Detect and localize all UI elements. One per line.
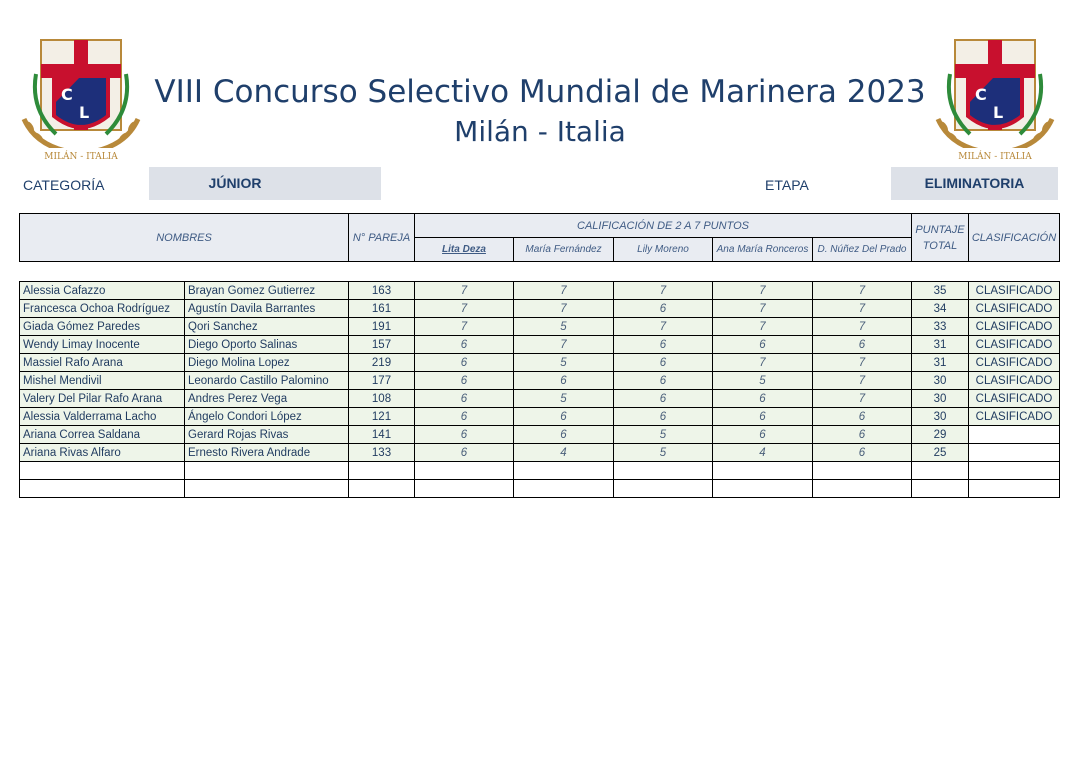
total-score: 33 bbox=[912, 318, 969, 336]
pair-number: 161 bbox=[349, 300, 415, 318]
classification-status bbox=[969, 444, 1060, 462]
judge-score: 7 bbox=[813, 372, 912, 390]
judge-score: 6 bbox=[514, 426, 614, 444]
pair-number: 157 bbox=[349, 336, 415, 354]
dancer-name-1: Valery Del Pilar Rafo Arana bbox=[20, 390, 185, 408]
judge-score: 6 bbox=[813, 336, 912, 354]
judge-score: 7 bbox=[813, 318, 912, 336]
judge-score: 6 bbox=[514, 408, 614, 426]
header-pair: N° PAREJA bbox=[349, 214, 415, 262]
judge-score: 7 bbox=[713, 300, 813, 318]
dancer-name-2: Andres Perez Vega bbox=[185, 390, 349, 408]
dancer-name-1: Mishel Mendivil bbox=[20, 372, 185, 390]
judge-score: 5 bbox=[514, 390, 614, 408]
total-score: 30 bbox=[912, 408, 969, 426]
judge-score: 7 bbox=[713, 354, 813, 372]
category-value: JÚNIOR bbox=[149, 167, 381, 200]
table-row bbox=[20, 390, 1060, 408]
judge-score: 6 bbox=[514, 372, 614, 390]
judge-score: 5 bbox=[614, 426, 713, 444]
judge-score: 7 bbox=[514, 282, 614, 300]
classification-status: CLASIFICADO bbox=[969, 300, 1060, 318]
crest-motto-right: MILÁN - ITALIA bbox=[958, 152, 1032, 162]
table-row bbox=[20, 408, 1060, 426]
judge-score: 6 bbox=[415, 372, 514, 390]
dancer-name-2: Brayan Gomez Gutierrez bbox=[185, 282, 349, 300]
crest-motto-left: MILÁN - ITALIA bbox=[44, 152, 118, 162]
dancer-name-1: Wendy Limay Inocente bbox=[20, 336, 185, 354]
page-title: VIII Concurso Selectivo Mundial de Marinera 2023 bbox=[154, 74, 926, 110]
total-score: 34 bbox=[912, 300, 969, 318]
table-row bbox=[20, 318, 1060, 336]
judge-score: 7 bbox=[514, 300, 614, 318]
judge-score: 5 bbox=[614, 444, 713, 462]
empty-cell bbox=[912, 480, 969, 498]
svg-text:C: C bbox=[61, 85, 73, 104]
dancer-name-1: Alessia Valderrama Lacho bbox=[20, 408, 185, 426]
empty-cell bbox=[349, 462, 415, 480]
judge-score: 6 bbox=[713, 426, 813, 444]
stage-label: ETAPA bbox=[765, 177, 809, 193]
dancer-name-1: Alessia Cafazzo bbox=[20, 282, 185, 300]
empty-cell bbox=[20, 480, 185, 498]
table-row bbox=[20, 444, 1060, 462]
judge-score: 7 bbox=[713, 318, 813, 336]
judge-score: 5 bbox=[514, 318, 614, 336]
empty-cell bbox=[349, 480, 415, 498]
pair-number: 108 bbox=[349, 390, 415, 408]
header-judge: Lily Moreno bbox=[614, 238, 713, 262]
dancer-name-2: Diego Molina Lopez bbox=[185, 354, 349, 372]
empty-cell bbox=[813, 462, 912, 480]
dancer-name-1: Francesca Ochoa Rodríguez bbox=[20, 300, 185, 318]
dancer-name-1: Massiel Rafo Arana bbox=[20, 354, 185, 372]
total-score: 30 bbox=[912, 390, 969, 408]
empty-cell bbox=[415, 480, 514, 498]
empty-cell bbox=[614, 480, 713, 498]
judge-score: 6 bbox=[813, 426, 912, 444]
judge-score: 6 bbox=[713, 390, 813, 408]
results-table-header bbox=[19, 213, 1060, 262]
svg-text:C: C bbox=[975, 85, 987, 104]
judge-score: 7 bbox=[813, 282, 912, 300]
judge-score: 6 bbox=[415, 408, 514, 426]
judge-score: 6 bbox=[813, 444, 912, 462]
judge-score: 6 bbox=[614, 408, 713, 426]
table-row bbox=[20, 300, 1060, 318]
judge-score: 6 bbox=[614, 372, 713, 390]
svg-text:L: L bbox=[993, 103, 1004, 122]
empty-cell bbox=[514, 462, 614, 480]
judge-score: 6 bbox=[614, 336, 713, 354]
table-row bbox=[20, 282, 1060, 300]
pair-number: 141 bbox=[349, 426, 415, 444]
empty-cell bbox=[614, 462, 713, 480]
classification-status: CLASIFICADO bbox=[969, 390, 1060, 408]
table-row-empty bbox=[20, 480, 1060, 498]
judge-score: 7 bbox=[813, 300, 912, 318]
dancer-name-2: Leonardo Castillo Palomino bbox=[185, 372, 349, 390]
empty-cell bbox=[969, 480, 1060, 498]
judge-score: 6 bbox=[713, 408, 813, 426]
classification-status: CLASIFICADO bbox=[969, 408, 1060, 426]
judge-score: 7 bbox=[415, 300, 514, 318]
pair-number: 191 bbox=[349, 318, 415, 336]
judge-score: 5 bbox=[713, 372, 813, 390]
judge-score: 7 bbox=[713, 282, 813, 300]
header-judge: Ana María Ronceros bbox=[713, 238, 813, 262]
dancer-name-2: Diego Oporto Salinas bbox=[185, 336, 349, 354]
empty-cell bbox=[813, 480, 912, 498]
page-subtitle: Milán - Italia bbox=[454, 115, 626, 148]
pair-number: 219 bbox=[349, 354, 415, 372]
judge-score: 6 bbox=[614, 354, 713, 372]
judge-score: 7 bbox=[614, 318, 713, 336]
header-score-group: CALIFICACIÓN DE 2 A 7 PUNTOS bbox=[415, 214, 912, 238]
dancer-name-2: Ángelo Condori López bbox=[185, 408, 349, 426]
judge-score: 6 bbox=[415, 444, 514, 462]
classification-status: CLASIFICADO bbox=[969, 354, 1060, 372]
judge-score: 6 bbox=[415, 390, 514, 408]
empty-cell bbox=[415, 462, 514, 480]
empty-cell bbox=[713, 462, 813, 480]
svg-text:L: L bbox=[79, 103, 90, 122]
dancer-name-2: Ernesto Rivera Andrade bbox=[185, 444, 349, 462]
table-row bbox=[20, 372, 1060, 390]
empty-cell bbox=[185, 480, 349, 498]
total-score: 30 bbox=[912, 372, 969, 390]
classification-status: CLASIFICADO bbox=[969, 282, 1060, 300]
header-judge: D. Núñez Del Prado bbox=[813, 238, 912, 262]
judge-score: 6 bbox=[713, 336, 813, 354]
header-judge: Lita Deza bbox=[415, 238, 514, 262]
header-classification: CLASIFICACIÓN bbox=[969, 214, 1060, 262]
empty-cell bbox=[514, 480, 614, 498]
table-row bbox=[20, 426, 1060, 444]
table-row bbox=[20, 354, 1060, 372]
pair-number: 121 bbox=[349, 408, 415, 426]
judge-score: 4 bbox=[514, 444, 614, 462]
classification-status bbox=[969, 426, 1060, 444]
header-names: NOMBRES bbox=[20, 214, 349, 262]
judge-score: 5 bbox=[514, 354, 614, 372]
total-score: 35 bbox=[912, 282, 969, 300]
pair-number: 177 bbox=[349, 372, 415, 390]
empty-cell bbox=[713, 480, 813, 498]
dancer-name-2: Agustín Davila Barrantes bbox=[185, 300, 349, 318]
classification-status: CLASIFICADO bbox=[969, 372, 1060, 390]
total-score: 29 bbox=[912, 426, 969, 444]
judge-score: 6 bbox=[813, 408, 912, 426]
header-total: PUNTAJE TOTAL bbox=[912, 214, 969, 262]
judge-score: 6 bbox=[415, 336, 514, 354]
results-table bbox=[19, 281, 1060, 498]
judge-score: 7 bbox=[514, 336, 614, 354]
judge-score: 7 bbox=[415, 282, 514, 300]
total-score: 31 bbox=[912, 336, 969, 354]
judge-score: 4 bbox=[713, 444, 813, 462]
table-spacer bbox=[19, 262, 1059, 281]
empty-cell bbox=[969, 462, 1060, 480]
category-label: CATEGORÍA bbox=[23, 177, 105, 193]
empty-cell bbox=[912, 462, 969, 480]
dancer-name-2: Qori Sanchez bbox=[185, 318, 349, 336]
total-score: 25 bbox=[912, 444, 969, 462]
table-row bbox=[20, 336, 1060, 354]
dancer-name-1: Giada Gómez Paredes bbox=[20, 318, 185, 336]
empty-cell bbox=[20, 462, 185, 480]
judge-score: 6 bbox=[415, 426, 514, 444]
empty-cell bbox=[185, 462, 349, 480]
judge-score: 7 bbox=[813, 354, 912, 372]
header-judge: María Fernández bbox=[514, 238, 614, 262]
judge-score: 7 bbox=[415, 318, 514, 336]
dancer-name-1: Ariana Rivas Alfaro bbox=[20, 444, 185, 462]
judge-score: 6 bbox=[614, 390, 713, 408]
judge-score: 7 bbox=[813, 390, 912, 408]
classification-status: CLASIFICADO bbox=[969, 336, 1060, 354]
classification-status: CLASIFICADO bbox=[969, 318, 1060, 336]
dancer-name-1: Ariana Correa Saldana bbox=[20, 426, 185, 444]
total-score: 31 bbox=[912, 354, 969, 372]
pair-number: 163 bbox=[349, 282, 415, 300]
table-row-empty bbox=[20, 462, 1060, 480]
pair-number: 133 bbox=[349, 444, 415, 462]
judge-score: 7 bbox=[614, 282, 713, 300]
judge-score: 6 bbox=[415, 354, 514, 372]
stage-value: ELIMINATORIA bbox=[891, 167, 1058, 200]
dancer-name-2: Gerard Rojas Rivas bbox=[185, 426, 349, 444]
judge-score: 6 bbox=[614, 300, 713, 318]
